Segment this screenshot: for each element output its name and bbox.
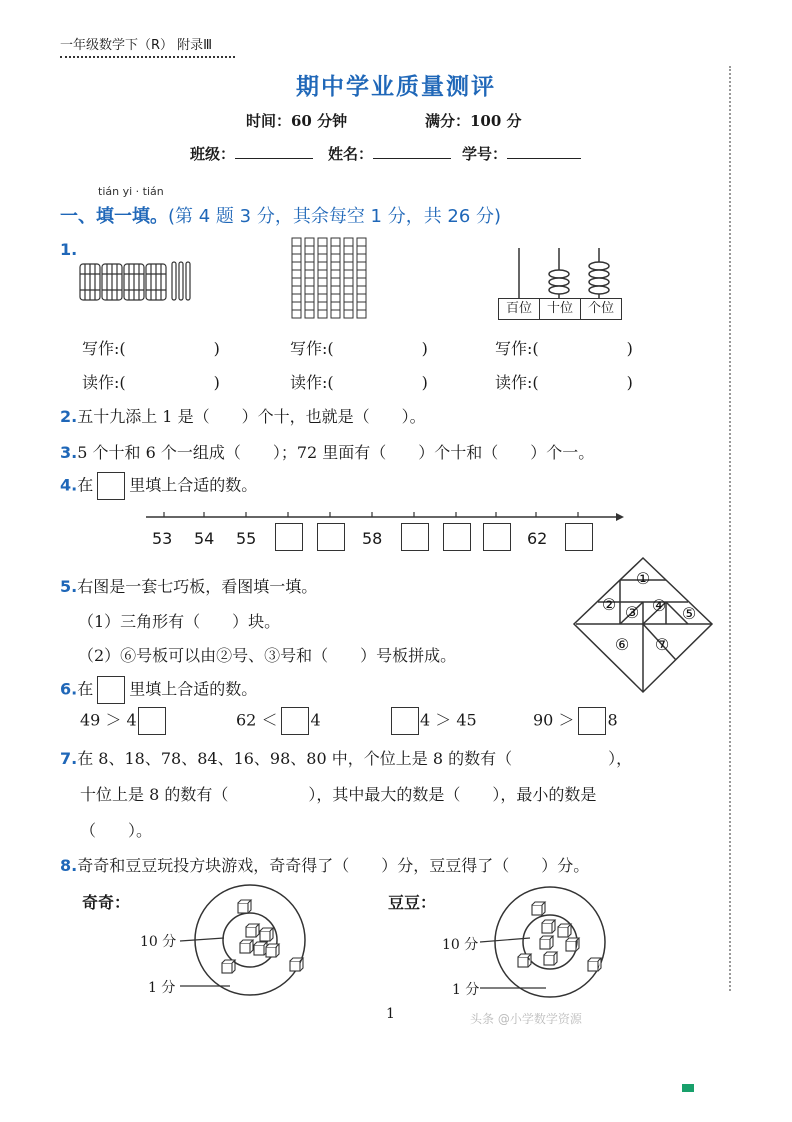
tens-rods-illustration [290, 236, 390, 324]
nl-box-57[interactable] [317, 523, 345, 551]
doudou-label: 豆豆： [388, 893, 437, 912]
q4-number: 4. [60, 475, 78, 495]
q6-item-1 [80, 707, 166, 735]
bundle-3 [124, 264, 144, 300]
q1c-read [495, 370, 633, 393]
abacus [498, 246, 622, 320]
piece-7-label: ⑦ [654, 635, 670, 654]
close-paren: ) [213, 373, 220, 392]
id-field [462, 143, 581, 164]
name-blank[interactable] [373, 144, 451, 159]
qiqi-one-label: 1 分 [148, 980, 176, 996]
nl-label-55: 55 [236, 529, 257, 548]
read-label: 读作:( [290, 373, 334, 392]
piece-4-label: ④ [651, 596, 667, 615]
q6-item-2 [236, 707, 321, 735]
piece-1-label: ① [635, 569, 651, 588]
q6-item-4-right: 8 [607, 710, 618, 730]
q6-item-4 [533, 707, 618, 735]
section-title: 一、填一填。 [60, 206, 168, 227]
q5-sub2: （2）⑥号板可以由②号、③号和（ ）号板拼成。 [78, 646, 457, 665]
q6-item-4-box[interactable] [578, 707, 606, 735]
question-2 [60, 404, 426, 427]
rod-1 [292, 238, 301, 318]
close-paren: ) [626, 339, 633, 358]
class-field [190, 143, 313, 164]
q6-item-2-left: 62 ＜ [236, 710, 278, 730]
name-field [328, 143, 451, 164]
bundles-illustration [78, 258, 198, 306]
running-header: 一年级数学下（R） 附录Ⅲ [60, 38, 213, 53]
nl-label-54: 54 [194, 529, 215, 548]
piece-6-label: ⑥ [614, 635, 630, 654]
q6-item-1-box[interactable] [138, 707, 166, 735]
q1b-read [290, 370, 428, 393]
ones-label: 个位 [587, 301, 614, 316]
question-3 [60, 440, 594, 463]
nl-label-58: 58 [362, 529, 383, 548]
close-paren: ) [421, 339, 428, 358]
question-8 [60, 853, 589, 876]
q5-number: 5. [60, 577, 78, 596]
close-paren: ) [421, 373, 428, 392]
q6-item-3-box[interactable] [391, 707, 419, 735]
q1a-write [82, 336, 220, 359]
qiqi-label: 奇奇： [82, 893, 131, 912]
q2-number: 2. [60, 407, 78, 426]
name-label: 姓名： [328, 145, 374, 163]
q6-item-2-box[interactable] [281, 707, 309, 735]
bundle-2 [102, 264, 122, 300]
q6-item-1-left: 49 ＞ 4 [80, 710, 137, 730]
id-label: 学号： [462, 145, 508, 163]
q6-number: 6. [60, 679, 78, 699]
watermark: 头条 @小学数学资源 [470, 1012, 582, 1026]
piece-2-label: ② [601, 595, 617, 614]
corner-mark-icon [682, 1084, 694, 1092]
read-label: 读作:( [495, 373, 539, 392]
bundle-1 [80, 264, 100, 300]
q8-number: 8. [60, 856, 78, 875]
q6-post: 里填上合适的数。 [129, 679, 258, 699]
abacus-rods-icon [498, 246, 622, 298]
answer-box-sample [97, 676, 125, 704]
section-heading [60, 202, 501, 228]
nl-box-63[interactable] [565, 523, 593, 551]
nl-box-56[interactable] [275, 523, 303, 551]
page-number: 1 [386, 1006, 395, 1022]
section-pinyin: tián yi · tián [98, 185, 164, 198]
answer-box-sample [97, 472, 125, 500]
number-line [146, 505, 624, 565]
abacus-labels [498, 298, 622, 320]
page-title: 期中学业质量测评 [296, 74, 496, 100]
read-label: 读作:( [82, 373, 126, 392]
class-blank[interactable] [235, 144, 313, 159]
question-5 [60, 574, 317, 597]
hundreds-label: 百位 [499, 299, 540, 319]
doudou-one-label: 1 分 [452, 982, 480, 998]
q7-line2: 十位上是 8 的数有（ ），其中最大的数是（ ），最小的数是 [80, 785, 597, 804]
nl-box-61[interactable] [483, 523, 511, 551]
q7-line3: （ ）。 [80, 821, 153, 840]
q7-line1: 在 8、18、78、84、16、98、80 中，个位上是 8 的数有（ ）， [77, 749, 633, 768]
doudou-ten-label: 10 分 [442, 937, 479, 953]
qiqi-ten-label: 10 分 [140, 934, 177, 950]
piece-5-label: ⑤ [681, 604, 697, 623]
q1a-read [82, 370, 220, 393]
q6-item-3-right: 4 ＞ 45 [420, 710, 477, 730]
q1-number: 1. [60, 240, 78, 259]
q1b-write [290, 336, 428, 359]
doudou-cubes [518, 902, 601, 971]
nl-label-53: 53 [152, 529, 173, 548]
class-label: 班级： [190, 145, 236, 163]
q8-text: 奇奇和豆豆玩投方块游戏，奇奇得了（ ）分，豆豆得了（ ）分。 [77, 856, 590, 875]
q5-text: 右图是一套七巧板，看图填一填。 [77, 577, 318, 596]
close-paren: ) [626, 373, 633, 392]
q5-sub1: （1）三角形有（ ）块。 [78, 612, 281, 631]
nl-box-59[interactable] [401, 523, 429, 551]
q6-pre: 在 [77, 679, 94, 699]
tens-label: 十位 [540, 299, 581, 319]
write-label: 写作:( [290, 339, 334, 358]
bundle-4 [146, 264, 166, 300]
write-label: 写作:( [495, 339, 539, 358]
header-divider [60, 56, 235, 58]
id-blank[interactable] [507, 144, 581, 159]
section-note: (第 4 题 3 分，其余每空 1 分，共 26 分) [168, 206, 502, 227]
question-6 [60, 676, 257, 704]
q6-item-4-left: 90 ＞ [533, 710, 575, 730]
piece-3-label: ③ [624, 603, 640, 622]
score-label: 满分：100 分 [425, 112, 522, 130]
q4-post: 里填上合适的数。 [129, 475, 258, 495]
q6-item-3 [391, 707, 477, 735]
binding-line [729, 66, 731, 991]
q6-item-2-right: 4 [310, 710, 321, 730]
question-7 [60, 746, 632, 769]
question-4 [60, 472, 257, 500]
nl-label-62: 62 [527, 529, 548, 548]
q3-number: 3. [60, 443, 78, 462]
nl-box-60[interactable] [443, 523, 471, 551]
q3-text: 5 个十和 6 个一组成（ ）；72 里面有（ ）个十和（ ）个一。 [77, 443, 595, 462]
close-paren: ) [213, 339, 220, 358]
number-line-axis [146, 505, 624, 525]
q7-number: 7. [60, 749, 78, 768]
write-label: 写作:( [82, 339, 126, 358]
q2-text: 五十九添上 1 是（ ）个十，也就是（ ）。 [77, 407, 426, 426]
q4-pre: 在 [77, 475, 94, 495]
time-label: 时间：60 分钟 [246, 112, 348, 130]
q1c-write [495, 336, 633, 359]
tangram-diagram [572, 556, 714, 694]
